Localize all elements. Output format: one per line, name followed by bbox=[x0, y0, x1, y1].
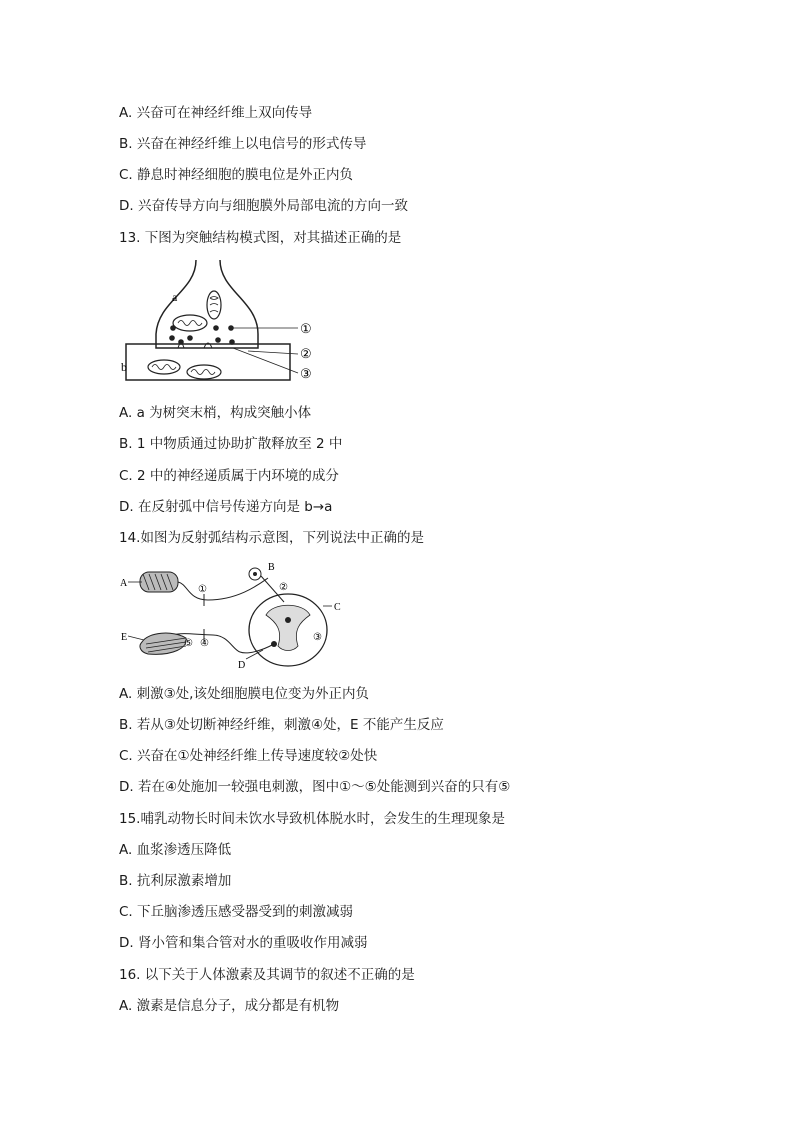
synapse-diagram bbox=[118, 256, 328, 386]
reflex-label-4: ④ bbox=[200, 638, 209, 649]
q15-option-d: D. 肾小管和集合管对水的重吸收作用减弱 bbox=[119, 935, 368, 951]
q12-option-b: B. 兴奋在神经纤维上以电信号的形式传导 bbox=[119, 136, 367, 152]
reflex-label-C: C bbox=[334, 602, 341, 613]
reflex-label-B: B bbox=[268, 562, 275, 573]
q13-option-a: A. a 为树突末梢，构成突触小体 bbox=[119, 405, 312, 421]
q13-option-c: C. 2 中的神经递质属于内环境的成分 bbox=[119, 468, 339, 484]
q15-stem: 15.哺乳动物长时间未饮水导致机体脱水时，会发生的生理现象是 bbox=[119, 811, 505, 827]
reflex-label-E: E bbox=[121, 632, 128, 643]
q12-option-d: D. 兴奋传导方向与细胞膜外局部电流的方向一致 bbox=[119, 198, 408, 214]
q16-option-a: A. 激素是信息分子，成分都是有机物 bbox=[119, 998, 340, 1014]
q15-option-c: C. 下丘脑渗透压感受器受到的刺激减弱 bbox=[119, 904, 354, 920]
q14-option-d: D. 若在④处施加一较强电刺激，图中①～⑤处能测到兴奋的只有⑤ bbox=[119, 779, 511, 795]
q15-option-b: B. 抗利尿激素增加 bbox=[119, 873, 232, 889]
q14-option-b: B. 若从③处切断神经纤维，刺激④处，E 不能产生反应 bbox=[119, 717, 444, 733]
synapse-label-1: ① bbox=[300, 321, 312, 336]
q14-option-c: C. 兴奋在①处神经纤维上传导速度较②处快 bbox=[119, 748, 378, 764]
reflex-arc-diagram bbox=[118, 560, 358, 672]
q16-stem: 16. 以下关于人体激素及其调节的叙述不正确的是 bbox=[119, 967, 415, 983]
synapse-label-b: b bbox=[121, 360, 127, 374]
q13-option-d: D. 在反射弧中信号传递方向是 b→a bbox=[119, 499, 333, 515]
q14-option-a: A. 刺激③处,该处细胞膜电位变为外正内负 bbox=[119, 686, 369, 702]
synapse-label-3: ③ bbox=[300, 366, 312, 381]
reflex-label-3: ③ bbox=[313, 632, 322, 643]
q14-stem: 14.如图为反射弧结构示意图，下列说法中正确的是 bbox=[119, 530, 424, 546]
synapse-label-a: a bbox=[172, 290, 178, 304]
q12-option-c: C. 静息时神经细胞的膜电位是外正内负 bbox=[119, 167, 354, 183]
q12-option-a: A. 兴奋可在神经纤维上双向传导 bbox=[119, 105, 313, 121]
q15-option-a: A. 血浆渗透压降低 bbox=[119, 842, 232, 858]
synapse-label-2: ② bbox=[300, 346, 312, 361]
reflex-label-1: ① bbox=[198, 584, 207, 595]
q13-option-b: B. 1 中物质通过协助扩散释放至 2 中 bbox=[119, 436, 343, 452]
reflex-label-2: ② bbox=[279, 582, 288, 593]
reflex-label-A: A bbox=[120, 578, 128, 589]
reflex-label-5: ⑤ bbox=[184, 638, 193, 649]
reflex-label-D: D bbox=[238, 660, 246, 671]
q13-stem: 13. 下图为突触结构模式图，对其描述正确的是 bbox=[119, 230, 402, 246]
